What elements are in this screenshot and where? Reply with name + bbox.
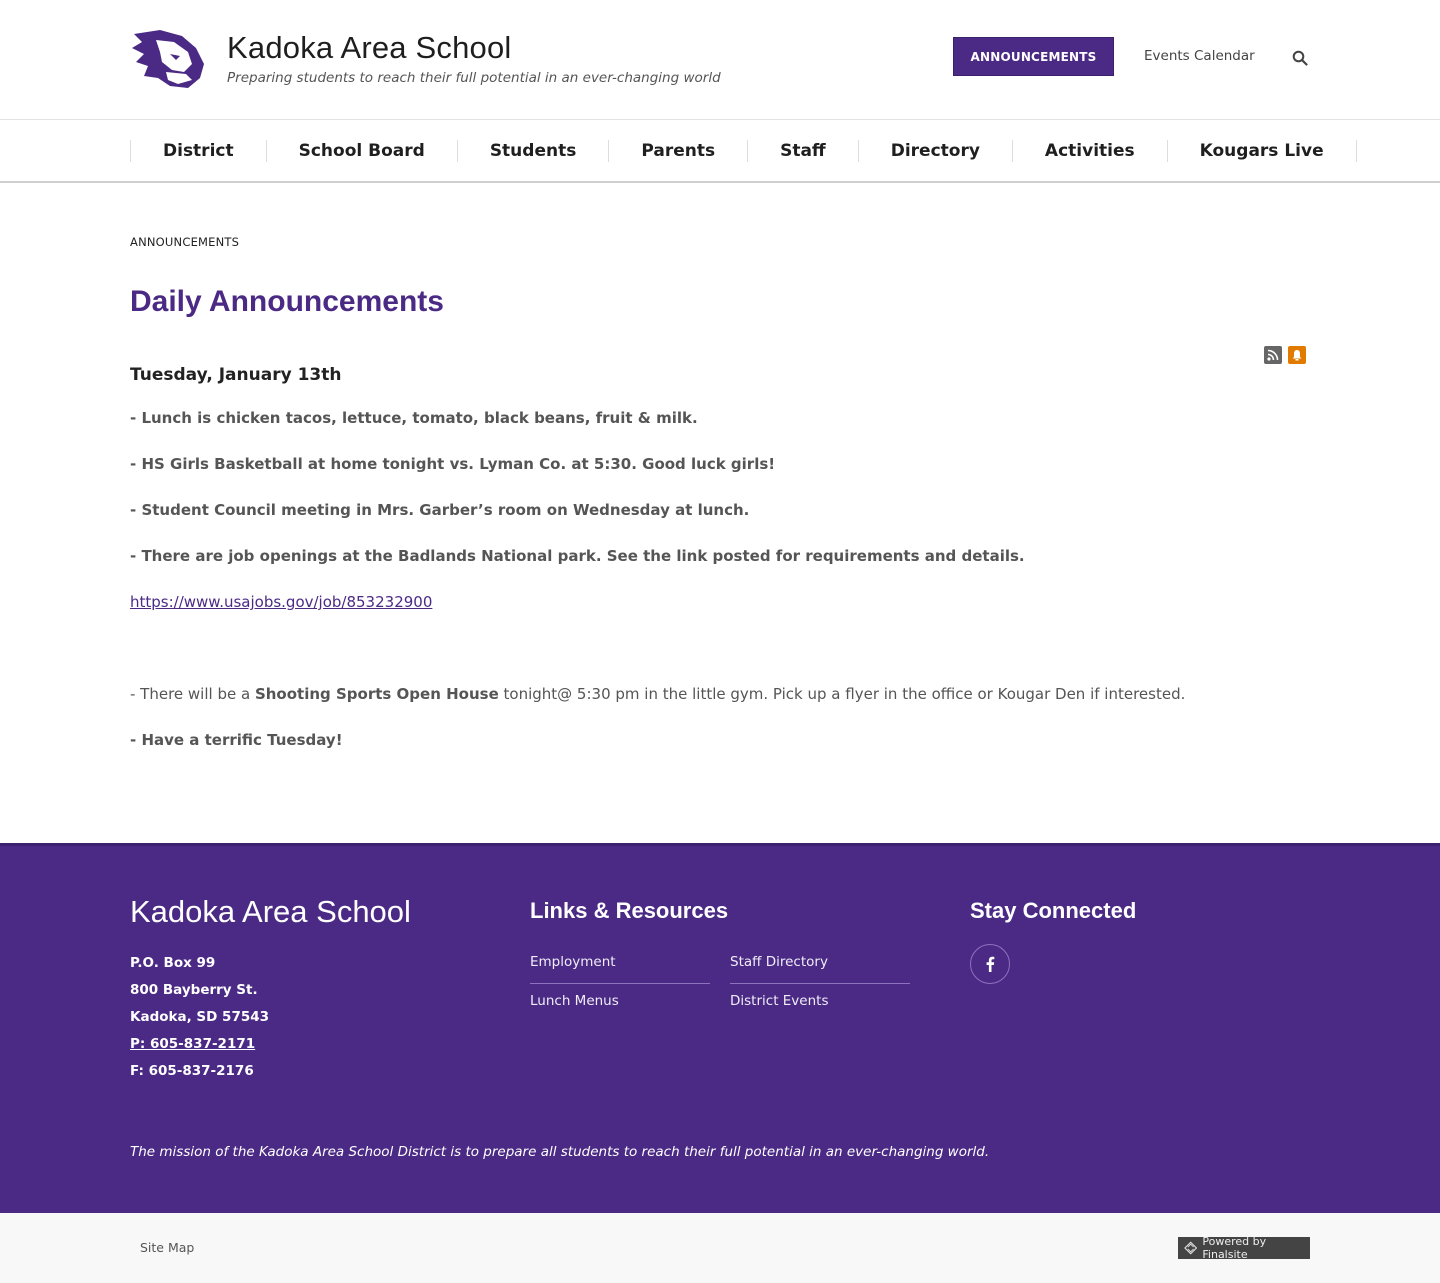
nav-item-directory[interactable]: Directory (859, 140, 1013, 162)
address-line: Kadoka, SD 57543 (130, 1009, 270, 1025)
site-footer (0, 843, 1440, 1213)
site-map-link[interactable]: Site Map (140, 1240, 195, 1255)
footer-address (130, 950, 269, 1085)
bottom-bar (0, 1213, 1440, 1283)
footer-link-employment[interactable]: Employment (530, 954, 616, 970)
search-icon[interactable] (1292, 50, 1308, 66)
site-header (0, 0, 1440, 120)
nav-item-district[interactable]: District (131, 140, 267, 162)
announcement-item-open-house (130, 685, 1185, 703)
nav-item-school-board[interactable]: School Board (267, 140, 458, 162)
footer-divider (730, 983, 910, 984)
social-heading: Stay Connected (970, 898, 1137, 923)
page-title: Daily Announcements (130, 285, 444, 318)
cougar-logo[interactable] (130, 28, 206, 90)
powered-by-finalsite-badge[interactable] (1178, 1237, 1310, 1259)
powered-by-label: Powered by Finalsite (1202, 1235, 1267, 1261)
finalsite-logo-icon (1184, 1241, 1197, 1255)
footer-divider (530, 983, 710, 984)
announcement-item: - Student Council meeting in Mrs. Garber’s room on Wednesday at lunch. (130, 501, 750, 519)
links-heading: Links & Resources (530, 898, 729, 923)
nav-item-activities[interactable]: Activities (1013, 140, 1168, 162)
breadcrumb[interactable]: ANNOUNCEMENTS (130, 235, 240, 249)
phone-link[interactable]: P: 605-837-2171 (130, 1036, 256, 1052)
announcement-item: - There are job openings at the Badlands National park. See the link posted for requirements and details. (130, 547, 1025, 565)
events-calendar-link[interactable]: Events Calendar (1144, 48, 1255, 64)
open-house-bold: Shooting Sports Open House (254, 685, 499, 703)
announcements-button[interactable]: ANNOUNCEMENTS (953, 37, 1114, 76)
announcement-item: - HS Girls Basketball at home tonight vs. Lyman Co. at 5:30. Good luck girls! (130, 455, 776, 473)
nav-item-students[interactable]: Students (458, 140, 610, 162)
nav-list (130, 140, 1357, 162)
main-content (0, 183, 1440, 843)
footer-title: Kadoka Area School (130, 894, 411, 929)
address-line: P.O. Box 99 (130, 955, 216, 971)
announcement-item: - Lunch is chicken tacos, lettuce, tomato, black beans, fruit & milk. (130, 409, 698, 427)
address-line: 800 Bayberry St. (130, 982, 258, 998)
usajobs-link[interactable]: https://www.usajobs.gov/job/853232900 (130, 593, 433, 611)
mission-statement: The mission of the Kadoka Area School District is to prepare all students to reach their full potential in an ever-changing world. (130, 1144, 990, 1160)
open-house-prefix: - There will be a (130, 685, 255, 703)
site-tagline: Preparing students to reach their full potential in an ever-changing world (227, 70, 721, 86)
facebook-icon[interactable] (970, 944, 1010, 984)
nav-item-kougars-live[interactable]: Kougars Live (1168, 140, 1357, 162)
open-house-suffix: tonight@ 5:30 pm in the little gym. Pick up a flyer in the office or Kougar Den if interested. (498, 685, 1186, 703)
rss-icon[interactable] (1264, 346, 1282, 364)
fax-number: F: 605-837-2176 (130, 1063, 254, 1079)
post-date: Tuesday, January 13th (130, 365, 342, 385)
main-nav (0, 120, 1440, 183)
footer-link-lunch-menus[interactable]: Lunch Menus (530, 993, 619, 1009)
nav-item-staff[interactable]: Staff (748, 140, 859, 162)
footer-link-district-events[interactable]: District Events (730, 993, 829, 1009)
announcement-closing: - Have a terrific Tuesday! (130, 731, 343, 749)
bell-icon[interactable] (1288, 346, 1306, 364)
footer-link-staff-directory[interactable]: Staff Directory (730, 954, 828, 970)
nav-item-parents[interactable]: Parents (609, 140, 748, 162)
site-title[interactable]: Kadoka Area School (227, 30, 512, 65)
feed-icons (1264, 346, 1306, 364)
